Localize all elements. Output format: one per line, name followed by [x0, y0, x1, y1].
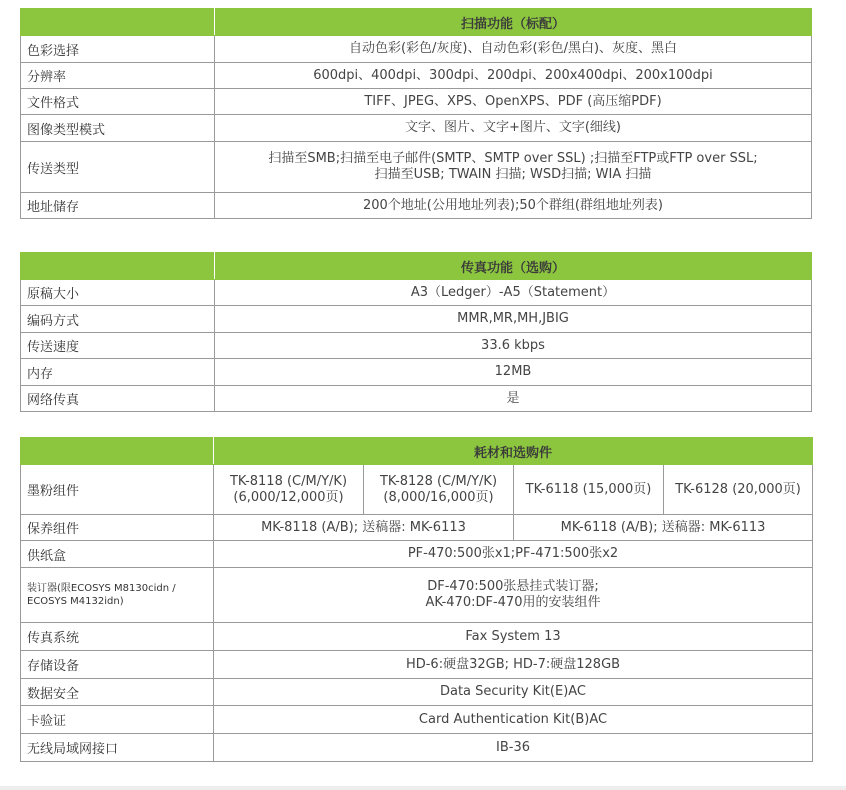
scan-section-title: 扫描功能（标配） [215, 9, 812, 36]
table-row [21, 734, 813, 762]
consumables-spec-table [20, 437, 813, 762]
row-label [21, 568, 214, 623]
row-label: 数据安全 [21, 679, 214, 706]
row-value: IB-36 [214, 734, 813, 762]
table-row [21, 142, 812, 193]
table-row [21, 706, 813, 734]
consumables-section-title: 耗材和选购件 [214, 438, 813, 465]
table-row [21, 333, 812, 359]
row-label: 内存 [21, 359, 215, 386]
row-value: MK-6118 (A/B); 送稿器: MK-6113 [514, 515, 813, 541]
scan-spec-table [20, 8, 812, 219]
row-value: 12MB [215, 359, 812, 386]
toner-cell [364, 465, 514, 515]
row-value: 600dpi、400dpi、300dpi、200dpi、200x400dpi、200x100dpi [215, 63, 812, 89]
toner-cell: TK-6128 (20,000页) [664, 465, 813, 515]
table-header-row [21, 438, 813, 465]
table-row [21, 679, 813, 706]
table-row [21, 36, 812, 63]
row-value [215, 142, 812, 193]
table-row [21, 306, 812, 333]
row-label: 地址储存 [21, 193, 215, 219]
row-label: 墨粉组件 [21, 465, 214, 515]
value-line: AK-470:DF-470用的安装组件 [425, 595, 601, 610]
table-row [21, 465, 813, 515]
table-header-row [21, 9, 812, 36]
value-line: DF-470:500张悬挂式装订器; [427, 579, 599, 594]
row-value: MMR,MR,MH,JBIG [215, 306, 812, 333]
value-line: 扫描至SMB;扫描至电子邮件(SMTP、SMTP over SSL) ;扫描至FTP或FTP over SSL; [268, 151, 758, 166]
table-row [21, 89, 812, 115]
table-row [21, 359, 812, 386]
row-label: 卡验证 [21, 706, 214, 734]
row-label: 传送类型 [21, 142, 215, 193]
row-value: PF-470:500张x1;PF-471:500张x2 [214, 541, 813, 568]
value-line: TK-8118 (C/M/Y/K) [229, 473, 348, 489]
row-value: 33.6 kbps [215, 333, 812, 359]
label-line: 装订器(限ECOSYS M8130cidn / [27, 583, 176, 594]
row-value: MK-8118 (A/B); 送稿器: MK-6113 [214, 515, 514, 541]
value-line: (6,000/12,000页) [233, 489, 344, 505]
value-line: TK-8128 (C/M/Y/K) [379, 473, 498, 489]
row-value: TIFF、JPEG、XPS、OpenXPS、PDF (高压缩PDF) [215, 89, 812, 115]
table-row [21, 541, 813, 568]
header-blank-cell [21, 438, 214, 465]
fax-section-title: 传真功能（选购） [215, 253, 812, 280]
row-value: 文字、图片、文字+图片、文字(细线) [215, 115, 812, 142]
label-line: ECOSYS M4132idn) [27, 596, 124, 607]
table-row [21, 280, 812, 306]
row-label: 存储设备 [21, 651, 214, 679]
row-value: HD-6:硬盘32GB; HD-7:硬盘128GB [214, 651, 813, 679]
row-label: 供纸盒 [21, 541, 214, 568]
row-label: 编码方式 [21, 306, 215, 333]
header-blank-cell [21, 9, 215, 36]
table-row [21, 623, 813, 651]
row-value [214, 568, 813, 623]
table-row [21, 193, 812, 219]
row-label: 图像类型模式 [21, 115, 215, 142]
table-row [21, 568, 813, 623]
table-row [21, 515, 813, 541]
row-label: 无线局域网接口 [21, 734, 214, 762]
row-value: 自动色彩(彩色/灰度)、自动色彩(彩色/黑白)、灰度、黑白 [215, 36, 812, 63]
row-value: Data Security Kit(E)AC [214, 679, 813, 706]
toner-cell [214, 465, 364, 515]
row-label: 色彩选择 [21, 36, 215, 63]
row-value: 200个地址(公用地址列表);50个群组(群组地址列表) [215, 193, 812, 219]
row-label: 保养组件 [21, 515, 214, 541]
value-line: 扫描至USB; TWAIN 扫描; WSD扫描; WIA 扫描 [374, 167, 652, 182]
header-blank-cell [21, 253, 215, 280]
table-row [21, 115, 812, 142]
row-label: 原稿大小 [21, 280, 215, 306]
row-label: 网络传真 [21, 386, 215, 412]
table-header-row [21, 253, 812, 280]
row-value: A3（Ledger）-A5（Statement） [215, 280, 812, 306]
row-value: 是 [215, 386, 812, 412]
row-label: 传真系统 [21, 623, 214, 651]
row-label: 分辨率 [21, 63, 215, 89]
fax-spec-table [20, 252, 812, 412]
table-row [21, 63, 812, 89]
row-label: 文件格式 [21, 89, 215, 115]
row-label: 传送速度 [21, 333, 215, 359]
page-bottom-divider [0, 786, 846, 790]
row-value: Fax System 13 [214, 623, 813, 651]
table-row [21, 651, 813, 679]
toner-cell: TK-6118 (15,000页) [514, 465, 664, 515]
row-value: Card Authentication Kit(B)AC [214, 706, 813, 734]
value-line: (8,000/16,000页) [383, 489, 494, 505]
table-row [21, 386, 812, 412]
